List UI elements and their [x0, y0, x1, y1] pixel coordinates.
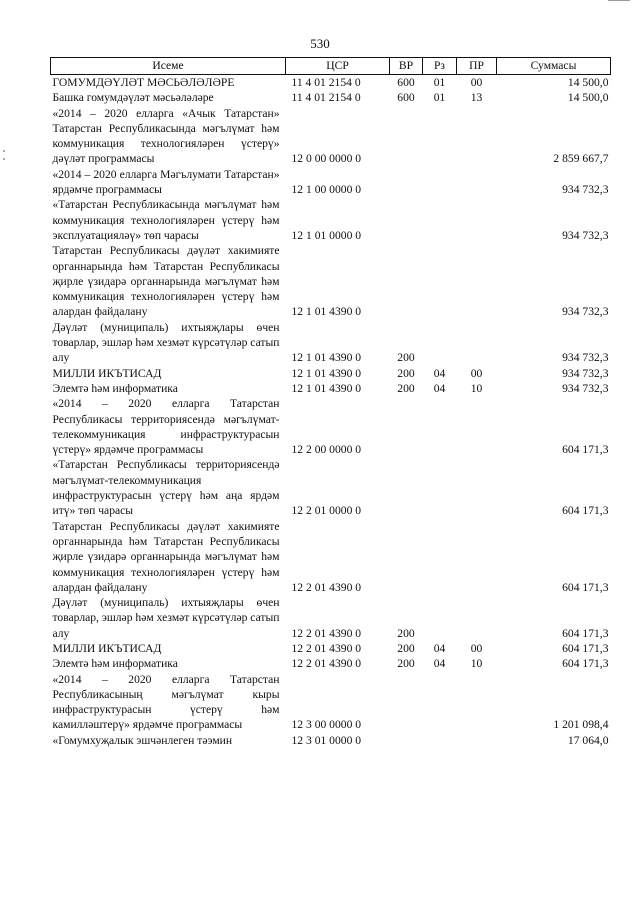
cell-sum: 604 171,3	[562, 641, 609, 655]
cell-pr	[457, 396, 497, 457]
table-row	[51, 733, 611, 748]
table-row	[51, 106, 611, 167]
table-row	[51, 595, 611, 641]
table-row	[51, 90, 611, 105]
cell-csr: 11 4 01 2154 0	[291, 91, 361, 105]
cell-name: Элемтә һәм информатика	[52, 381, 178, 395]
cell-name: «2014 – 2020 елларга Мәгълумати Татарстан» ярдәмче программасы	[52, 167, 280, 197]
cell-vr: 200	[397, 351, 415, 365]
cell-pr: 10	[470, 381, 483, 395]
cell-pr: 00	[470, 641, 483, 655]
cell-sum: 934 732,3	[562, 351, 609, 365]
cell-name: «2014 – 2020 елларга Татарстан Республикасының мәгълүмат кыры инфраструктурасын үстерү һәм камилләштерү» ярдәмче программасы	[52, 672, 280, 732]
cell-pr	[457, 243, 497, 319]
table-row	[51, 656, 611, 671]
cell-rz	[423, 167, 457, 198]
cell-sum: 934 732,3	[562, 381, 609, 395]
table-row	[51, 672, 611, 733]
cell-vr: 200	[397, 626, 415, 640]
cell-vr	[390, 396, 423, 457]
cell-pr	[457, 320, 497, 366]
cell-name: Элемтә һәм информатика	[52, 657, 178, 671]
cell-csr: 12 1 01 4390 0	[291, 366, 362, 380]
cell-sum: 604 171,3	[562, 443, 609, 457]
cell-rz	[423, 243, 457, 319]
cell-pr	[457, 519, 497, 595]
cell-csr: 12 2 01 4390 0	[291, 657, 362, 671]
cell-rz	[423, 672, 457, 733]
cell-csr: 11 4 01 2154 0	[286, 75, 390, 91]
cell-rz	[423, 595, 457, 641]
cell-pr: 10	[470, 657, 483, 671]
cell-csr: 12 3 00 0000 0	[291, 718, 362, 732]
cell-sum: 604 171,3	[562, 657, 609, 671]
table-row	[51, 366, 611, 381]
cell-sum: 934 732,3	[562, 305, 609, 319]
cell-rz: 04	[433, 657, 446, 671]
cell-sum: 1 201 098,4	[553, 718, 609, 732]
cell-sum: 604 171,3	[562, 504, 609, 518]
cell-vr: 200	[397, 366, 415, 380]
budget-table	[50, 57, 611, 748]
cell-rz	[423, 733, 457, 748]
cell-vr	[390, 243, 423, 319]
table-row	[51, 197, 611, 243]
cell-pr	[457, 167, 497, 198]
cell-sum: 17 064,0	[567, 733, 609, 747]
cell-name: «2014 – 2020 елларга Татарстан Республикасы территориясендә мәгълүмат-телекоммуникация инфраструктурасын үстерү» ярдәмче программасы	[52, 397, 280, 457]
cell-pr	[457, 733, 497, 748]
column-header-csr: ЦСР	[286, 58, 390, 75]
cell-sum: 934 732,3	[562, 366, 609, 380]
cell-csr: 12 2 00 0000 0	[291, 443, 362, 457]
cell-vr: 200	[397, 641, 415, 655]
table-row	[51, 320, 611, 366]
cell-sum: 934 732,3	[562, 228, 609, 242]
table-row	[51, 641, 611, 656]
cell-rz: 04	[433, 366, 446, 380]
cell-name: МИЛЛИ ИКЪТИСАД	[52, 366, 162, 380]
cell-pr	[457, 672, 497, 733]
page-corner-mark	[608, 0, 630, 1]
cell-vr	[390, 519, 423, 595]
cell-rz	[423, 106, 457, 167]
cell-pr: 13	[470, 91, 483, 105]
column-header-sum: Суммасы	[497, 58, 611, 75]
cell-rz: 04	[433, 381, 446, 395]
cell-csr: 12 2 01 4390 0	[291, 580, 362, 594]
cell-name: МИЛЛИ ИКЪТИСАД	[52, 641, 162, 655]
cell-name: Башка гомумдәүләт мәсьәләләре	[52, 91, 214, 105]
cell-name: «Гомумхуҗалык эшчәнлеген тәэмин	[52, 733, 233, 747]
cell-vr: 600	[390, 75, 423, 91]
cell-vr	[390, 106, 423, 167]
cell-sum: 14 500,0	[567, 91, 609, 105]
table-row	[51, 457, 611, 518]
table-row	[51, 519, 611, 595]
cell-csr: 12 1 01 4390 0	[291, 381, 362, 395]
cell-vr	[390, 672, 423, 733]
cell-name: «Татарстан Республикасы территориясендә мәгълүмат-телекоммуникация инфраструктурасын үстерү һәм аңа ярдәм итү» төп чарасы	[52, 458, 280, 518]
cell-rz	[423, 320, 457, 366]
table-row	[51, 396, 611, 457]
cell-name: Дәүләт (муниципаль) ихтыяҗлары өчен товарлар, эшләр һәм хезмәт күрсәтүләр сатып алу	[52, 596, 280, 640]
cell-pr	[457, 457, 497, 518]
cell-rz	[423, 519, 457, 595]
cell-name: ГОМУМДӘҮЛӘТ МӘСЬӘЛӘЛӘРЕ	[51, 75, 286, 91]
cell-sum: 2 859 667,7	[553, 152, 609, 166]
cell-csr: 12 2 01 4390 0	[291, 626, 362, 640]
cell-name: Дәүләт (муниципаль) ихтыяҗлары өчен товарлар, эшләр һәм хезмәт күрсәтүләр сатып алу	[52, 320, 280, 365]
cell-vr	[390, 167, 423, 198]
page-number: 530	[310, 36, 330, 51]
column-header-pr: ПР	[457, 58, 497, 75]
cell-sum: 934 732,3	[562, 183, 609, 197]
table-header-row	[51, 58, 611, 75]
cell-pr	[457, 197, 497, 243]
cell-name: Татарстан Республикасы дәүләт хакимияте органнарында һәм Татарстан Республикасы җирле үзидарә органнарында мәгълүмат һәм коммуникация технологияләрен үстерү һәм алардан файдалану	[52, 519, 280, 594]
cell-sum: 14 500,0	[497, 75, 611, 91]
cell-name: «Татарстан Республикасында мәгълүмат һәм коммуникация технологияләрен үстерү һәм эксплуатацияләү» төп чарасы	[52, 198, 280, 242]
cell-name: «2014 – 2020 елларга «Ачык Татарстан» Татарстан Республикасында мәгълүмат һәм коммуникация технологияләрен үстерү» дәүләт программасы	[52, 106, 280, 166]
table-row	[51, 167, 611, 198]
cell-pr	[457, 106, 497, 167]
cell-csr: 12 1 00 0000 0	[291, 183, 362, 197]
cell-rz	[423, 197, 457, 243]
cell-sum: 604 171,3	[562, 626, 609, 640]
cell-csr: 12 0 00 0000 0	[291, 152, 362, 166]
table-row	[51, 381, 611, 396]
column-header-rz: Рз	[423, 58, 457, 75]
cell-csr: 12 1 01 4390 0	[291, 305, 362, 319]
column-header-vr: ВР	[390, 58, 423, 75]
cell-pr: 00	[457, 75, 497, 91]
cell-vr	[390, 733, 423, 748]
cell-csr: 12 3 01 0000 0	[291, 733, 362, 747]
cell-csr: 12 2 01 4390 0	[291, 641, 362, 655]
cell-pr: 00	[470, 366, 483, 380]
cell-rz: 04	[433, 641, 446, 655]
cell-vr: 200	[397, 381, 415, 395]
cell-csr: 12 1 01 0000 0	[291, 228, 362, 242]
scan-dot	[3, 158, 5, 160]
cell-sum: 604 171,3	[562, 580, 609, 594]
table-row	[51, 75, 611, 91]
cell-vr: 600	[397, 91, 415, 105]
cell-vr	[390, 197, 423, 243]
cell-vr	[390, 457, 423, 518]
cell-csr: 12 2 01 0000 0	[291, 504, 362, 518]
cell-pr	[457, 595, 497, 641]
column-header-name: Исеме	[51, 58, 286, 75]
scan-dot	[3, 150, 5, 152]
cell-rz: 01	[423, 75, 457, 91]
cell-csr: 12 1 01 4390 0	[291, 351, 362, 365]
cell-name: Татарстан Республикасы дәүләт хакимияте органнарында һәм Татарстан Республикасы җирле үзидарә органнарында мәгълүмат һәм коммуникация технологияләрен үстерү һәм алардан файдалану	[52, 244, 280, 319]
cell-rz	[423, 396, 457, 457]
cell-rz	[423, 457, 457, 518]
table-row	[51, 243, 611, 319]
cell-vr: 200	[397, 657, 415, 671]
cell-rz: 01	[433, 91, 446, 105]
